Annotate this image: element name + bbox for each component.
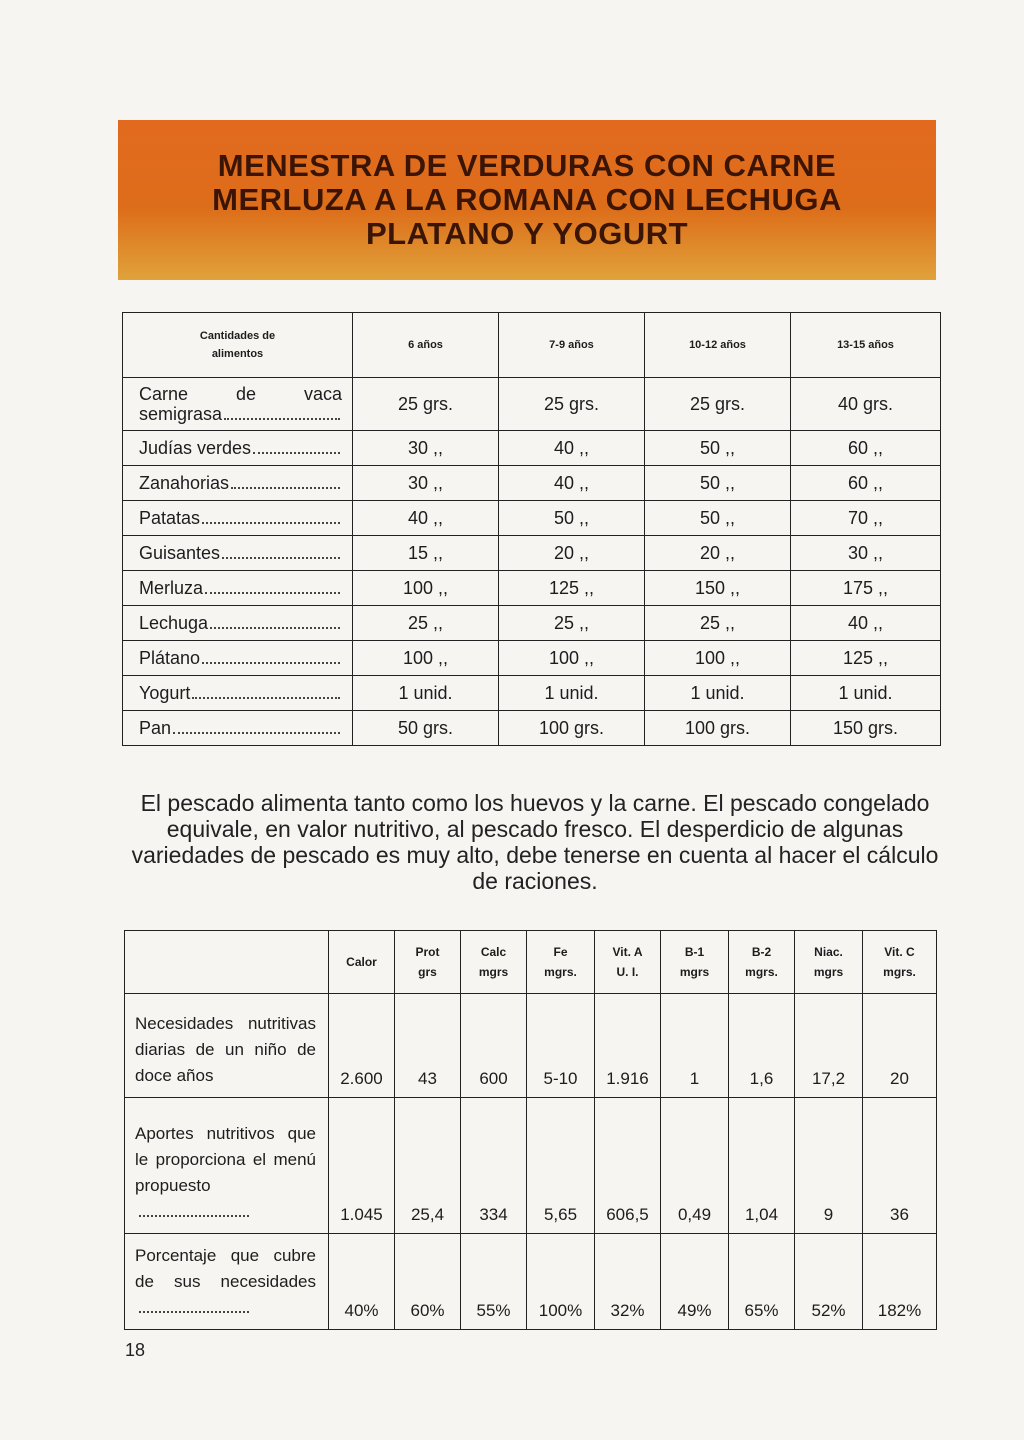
header-prot: Prot grs — [395, 931, 461, 994]
quantities-table — [122, 312, 941, 746]
header-b2: B-2 mgrs. — [729, 931, 795, 994]
table-row — [123, 676, 941, 711]
page-number: 18 — [125, 1340, 146, 1360]
cell: 606,5 — [595, 1098, 661, 1234]
cell: 100% — [527, 1234, 595, 1330]
row-label: Plátano — [123, 641, 353, 676]
cell: 70 ,, — [791, 501, 941, 536]
table-row — [123, 431, 941, 466]
cell: 5-10 — [527, 994, 595, 1098]
header-niac: Niac. mgrs — [795, 931, 863, 994]
cell: 40 ,, — [499, 431, 645, 466]
row-label: Patatas — [123, 501, 353, 536]
header-cantidades: Cantidades de alimentos — [123, 313, 353, 378]
header-6: 6 años — [353, 313, 499, 378]
nutrition-table — [124, 930, 937, 1330]
row-label: Yogurt — [123, 676, 353, 711]
cell: 1 unid. — [791, 676, 941, 711]
cell: 50 ,, — [645, 466, 791, 501]
cell: 60% — [395, 1234, 461, 1330]
header-fe: Fe mgrs. — [527, 931, 595, 994]
cell: 43 — [395, 994, 461, 1098]
fish-note-paragraph: El pescado alimenta tanto como los huevos y la carne. El pescado congelado equivale, en valor nutritivo, al pescado fresco. El desperdicio de algunas variedades de pescado es muy alto, debe tenerse en cuenta al hacer el cálculo de raciones. — [131, 790, 939, 894]
cell: 20 ,, — [645, 536, 791, 571]
row-label: Necesidades nutritivas diarias de un niño de doce años — [125, 994, 329, 1098]
cell: 40 grs. — [791, 378, 941, 431]
row-label: Aportes nutritivos que le proporciona el menú propuesto — [125, 1098, 329, 1234]
row-label: Judías verdes — [123, 431, 353, 466]
cell: 60 ,, — [791, 466, 941, 501]
cell: 15 ,, — [353, 536, 499, 571]
row-label: Guisantes — [123, 536, 353, 571]
cell: 40 ,, — [791, 606, 941, 641]
cell: 100 ,, — [353, 571, 499, 606]
header-calor: Calor — [329, 931, 395, 994]
cell: 100 grs. — [499, 711, 645, 746]
cell: 150 grs. — [791, 711, 941, 746]
table-row — [123, 571, 941, 606]
cell: 20 — [863, 994, 937, 1098]
row-label: Pan — [123, 711, 353, 746]
cell: 30 ,, — [353, 431, 499, 466]
cell: 52% — [795, 1234, 863, 1330]
header-10-12: 10-12 años — [645, 313, 791, 378]
cell: 0,49 — [661, 1098, 729, 1234]
nutrition-header-row — [125, 931, 937, 994]
header-vit-a: Vit. A U. I. — [595, 931, 661, 994]
banner-line-1: MENESTRA DE VERDURAS CON CARNE — [217, 148, 837, 183]
cell: 25,4 — [395, 1098, 461, 1234]
cell: 17,2 — [795, 994, 863, 1098]
cell: 50 ,, — [645, 501, 791, 536]
header-empty — [125, 931, 329, 994]
cell: 40 ,, — [353, 501, 499, 536]
table-row — [125, 994, 937, 1098]
cell: 100 ,, — [499, 641, 645, 676]
cell: 55% — [461, 1234, 527, 1330]
cell: 1.916 — [595, 994, 661, 1098]
header-b1: B-1 mgrs — [661, 931, 729, 994]
cell: 25 ,, — [353, 606, 499, 641]
header-vit-c: Vit. C mgrs. — [863, 931, 937, 994]
cell: 36 — [863, 1098, 937, 1234]
cell: 334 — [461, 1098, 527, 1234]
header-7-9: 7-9 años — [499, 313, 645, 378]
cell: 125 ,, — [499, 571, 645, 606]
cell: 40% — [329, 1234, 395, 1330]
cell: 175 ,, — [791, 571, 941, 606]
cell: 65% — [729, 1234, 795, 1330]
header-13-15: 13-15 años — [791, 313, 941, 378]
row-label: Merluza — [123, 571, 353, 606]
row-label: Lechuga — [123, 606, 353, 641]
cell: 50 ,, — [499, 501, 645, 536]
row-label: Carne de vaca semigrasa — [123, 378, 353, 431]
table-row — [123, 536, 941, 571]
cell: 1,6 — [729, 994, 795, 1098]
table-row — [123, 711, 941, 746]
row-label: Porcentaje que cubre de sus necesidades — [125, 1234, 329, 1330]
cell: 600 — [461, 994, 527, 1098]
cell: 25 ,, — [499, 606, 645, 641]
cell: 1 — [661, 994, 729, 1098]
table-row — [123, 641, 941, 676]
cell: 49% — [661, 1234, 729, 1330]
menu-title-banner — [118, 120, 936, 280]
cell: 100 ,, — [353, 641, 499, 676]
banner-line-3: PLATANO Y YOGURT — [365, 216, 689, 251]
cell: 100 ,, — [645, 641, 791, 676]
table-row — [123, 466, 941, 501]
cell: 25 grs. — [645, 378, 791, 431]
cell: 9 — [795, 1098, 863, 1234]
table-row — [125, 1234, 937, 1330]
cell: 40 ,, — [499, 466, 645, 501]
table-row — [125, 1098, 937, 1234]
cell: 25 grs. — [353, 378, 499, 431]
cell: 1 unid. — [499, 676, 645, 711]
cell: 1.045 — [329, 1098, 395, 1234]
cell: 30 ,, — [791, 536, 941, 571]
cell: 182% — [863, 1234, 937, 1330]
cell: 125 ,, — [791, 641, 941, 676]
cell: 1,04 — [729, 1098, 795, 1234]
cell: 1 unid. — [353, 676, 499, 711]
table-row — [123, 378, 941, 431]
table-row — [123, 606, 941, 641]
cell: 30 ,, — [353, 466, 499, 501]
cell: 100 grs. — [645, 711, 791, 746]
cell: 25 ,, — [645, 606, 791, 641]
cell: 150 ,, — [645, 571, 791, 606]
banner-line-2: MERLUZA A LA ROMANA CON LECHUGA — [212, 182, 842, 217]
table-row — [123, 501, 941, 536]
header-calc: Calc mgrs — [461, 931, 527, 994]
cell: 60 ,, — [791, 431, 941, 466]
row-label: Zanahorias — [123, 466, 353, 501]
cell: 50 grs. — [353, 711, 499, 746]
cell: 20 ,, — [499, 536, 645, 571]
cell: 32% — [595, 1234, 661, 1330]
quantities-header-row — [123, 313, 941, 378]
cell: 25 grs. — [499, 378, 645, 431]
cell: 50 ,, — [645, 431, 791, 466]
cell: 5,65 — [527, 1098, 595, 1234]
cell: 1 unid. — [645, 676, 791, 711]
cell: 2.600 — [329, 994, 395, 1098]
